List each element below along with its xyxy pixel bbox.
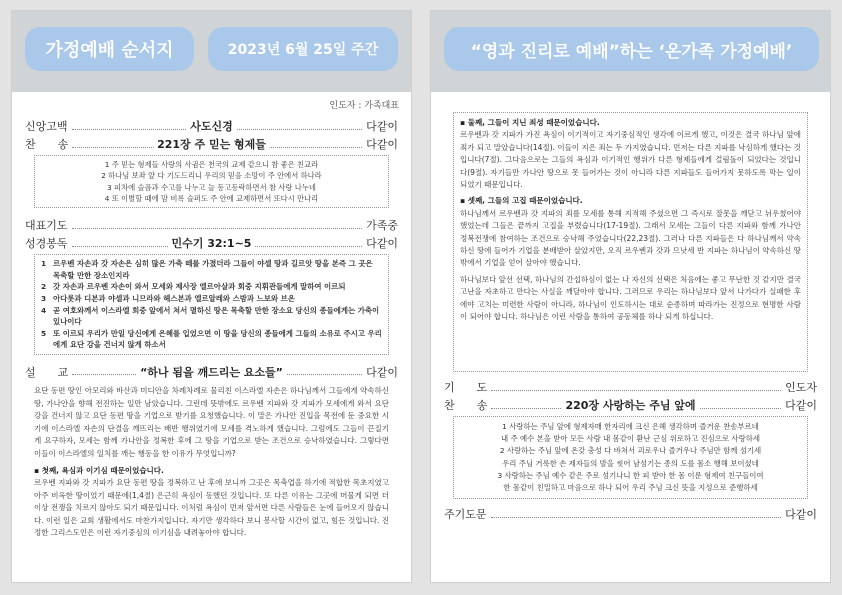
reading-row: 성경봉독 민수기 32:1~5 다같이 bbox=[25, 237, 398, 251]
verse-item: 2 갓 자손과 르우벤 자손이 와서 모세와 제사장 엘르아살과 회중 지휘관들에게 말하여 이르되 bbox=[41, 282, 346, 292]
verse-item: 1 르우벤 자손과 갓 자손은 심히 많은 가축 떼를 가졌더라 그들이 야셀 땅과 길르앗 땅을 본즉 그 곳은 목축할 만한 장소인지라 bbox=[41, 259, 373, 280]
sermon-continued-box: ▪ 둘째, 그들이 지닌 죄성 때문이었습니다. 르우벤과 갓 지파가 가진 욕심이 이기적이고 자기중심적인 생각에 이르게 했고, 이것은 결국 하나님 앞에 죄가 되고 말았습니다(14절). 이들이 지은 죄는 두 가지였습니다. 먼저는 다른 지파를 낙심하게 했다는 것입니다(7절). 그다음으로는 그들의 욕심과 이기적인 행위가 다른 형제들에게 걸림돌이 되었다는 것입니다(9절). 자기들만 가나안 땅으로 못 들어가는 것이 아니라 다른 지파들도 들어가지 못하도록 막는 일이 되었기 때문입니다. ▪ 셋째, 그들의 고집 때문이었습니다. 하나님께서 르우벤과 갓 지파의 죄를 모세를 통해 지적해 주셨으면 그 즉시로 잘못을 깨닫고 뉘우쳤어야 했었는데 그들은 끝까지 고집을 부렸습니다(17-19절). 그래서 모세는 그들이 다른 지파와 함께 가나안 정복전쟁에 참여하는 조건으로 승낙해 주었습니다(22,23절). 그러나 다른 지파들은 다 하나님께서 약속하신 땅에 들어가 기업을 분배받아 살았지만, 오직 르우벤과 갓과 므낫세 반 지파는 하나님이 약속하신 땅 밖에서 기업을 얻어 살아야 했습니다. 하나님보다 앞선 선택, 하나님의 간섭하심이 없는 나 자신의 선택은 처음에는 좋고 무난한 것 같지만 결국 고난을 자초하고 만다는 사실을 깨달아야 합니다. 그러므로 우리는 하나님보다 앞서 나가다가 실패한 후에야 고치는 미련한 사람이 아니라, 하나님이 인도하시는 대로 순종하며 따라가는 진정으로 현명한 사람이 되어야 합니다. 하나님은 이런 사람을 통하여 공동체를 하나 되게 하십니다. bbox=[453, 112, 808, 372]
leader-label: 인도자 : 가족대표 bbox=[329, 101, 399, 111]
prayer-row: 대표기도 가족중 bbox=[25, 219, 398, 233]
verse-item: 4 곧 여호와께서 이스라엘 회중 앞에서 쳐서 멸하신 땅은 목축할 만한 장소요 당신의 종들에게는 가축이 있나이다 bbox=[41, 305, 380, 327]
closing-hymn-row: 찬 송 220장 사랑하는 주님 앞에 다같이 bbox=[444, 399, 817, 412]
closing-hymn-lyrics-box: 1 사랑하는 주님 앞에 형제자매 한자리에 크신 은혜 생각하며 즐거운 찬송부르네 내 주 예수 본을 받아 모든 사람 내 몸같이 환난 근심 위로하고 진심으로 사랑하세 2 사랑하는 주님 앞에 온갖 충성 다 바쳐서 괴로우나 즐거우나 주님만 함께 섬기세 우리 주님 거룩한 손 제자들의 발을 씻어 남섬기는 종의 도를 몸소 행해 보이셨네 3 사랑하는 주님 예수 같은 주로 섬기나니 한 피 받아 한 몸 이룬 형제여 친구들이여 한 몸같이 친밀하고 마음으로 하나 되어 우리 주님 크신 뜻을 지성으로 준행하세 bbox=[453, 416, 808, 499]
verse-item: 5 또 이르되 우리가 만일 당신에게 은혜를 입었으면 이 땅을 당신의 종들에게 그들의 소유로 주시고 우리에게 요단 강을 건너지 않게 하소서 bbox=[41, 328, 382, 350]
left-page bbox=[11, 10, 412, 583]
right-page bbox=[430, 10, 831, 583]
blessing-row: 기 도 인도자 bbox=[444, 381, 817, 394]
sermon-row: 설 교 “하나 됨을 깨드리는 요소들” 다같이 bbox=[25, 365, 398, 379]
sermon-text: 요단 동편 땅인 아모리와 바산과 미디안을 차례차례로 물리친 이스라엘 자손은 하나님께서 그들에게 약속하신 땅, 가나안을 향해 전진하는 일만 남았습니다. 그런데 뜻밖에도 르우벤 지파와 갓 지파가 모세에게 와서 요단강을 건너지 않고 요단 동편 땅을 기업으로 받기를 요청했습니다. 이 말은 가나안 진입을 목전에 둔 중요한 시기에 이스라엘 자손의 단결을 깨뜨리는 배반 행위였기에 모세를 격노하게 했습니다. 그럼에도 그들이 끈질기게 요구하자, 모세는 함께 가나안을 정복한 후에 그 땅을 기업으로 받는 조건으로 승낙하였습니다. 그렇다면 이들이 이스라엘의 일치를 깨는 행동을 한 이유가 무엇입니까? ▪ 첫째, 욕심과 이기심 때문이었습니다. 르우벤 지파와 갓 지파가 요단 동편 땅을 정복하고 난 후에 보니까 그곳은 목축업을 하기에 적합한 목초지였고 아주 비옥한 땅이었기 때문에(1,4절) 은근히 욕심이 동했던 것입니다. 또 다른 이유는 그곳에 머물게 되면 더 이상 전쟁을 치르지 않아도 되기 때문입니다. 이처럼 욕심이 먼저 앞서면 다른 사람들은 눈에 들어오지 않습니다. 이런 일은 교회 생활에서도 마찬가지입니다. 자기만 생각하다 보니 봉사할 시간이 없고, 힘든 것입니다. 진정한 그리스도인은 이런 자기중심의 이기심을 내려놓아야 합니다. bbox=[34, 385, 389, 538]
lords-prayer-row: 주기도문 다같이 bbox=[444, 508, 817, 522]
page-title: 가정예배 순서지 bbox=[25, 27, 194, 71]
scripture-box bbox=[34, 254, 389, 355]
creed-row: 신앙고백 사도신경 다같이 bbox=[25, 120, 398, 133]
hymn-row: 찬 송 221장 주 믿는 형제들 다같이 bbox=[25, 138, 398, 151]
hymn-lyrics-box: 1 주 믿는 형제들 사랑의 사귐은 천국의 교제 같으니 참 좋은 친교라 2 하나님 보좌 앞 다 기도드리니 우리의 믿음 소망이 주 안에서 하나라 3 피차에 슬픔과 수고를 나누고 늘 동고동락하면서 참 사랑 나누네 4 또 이별할 때에 맘 비록 슬퍼도 주 안에 교제하면서 또다시 만나리 bbox=[34, 155, 389, 208]
left-header bbox=[12, 11, 411, 92]
right-header bbox=[431, 11, 830, 92]
date-label: 2023년 6월 25일 주간 bbox=[208, 27, 398, 71]
verse-item: 3 아다롯과 디본과 야셀과 니므라와 헤스본과 엘르알레와 스밤과 느보와 브온 bbox=[41, 293, 295, 303]
slogan-title: “영과 진리로 예배”하는 ‘온가족 가정예배’ bbox=[444, 27, 819, 71]
